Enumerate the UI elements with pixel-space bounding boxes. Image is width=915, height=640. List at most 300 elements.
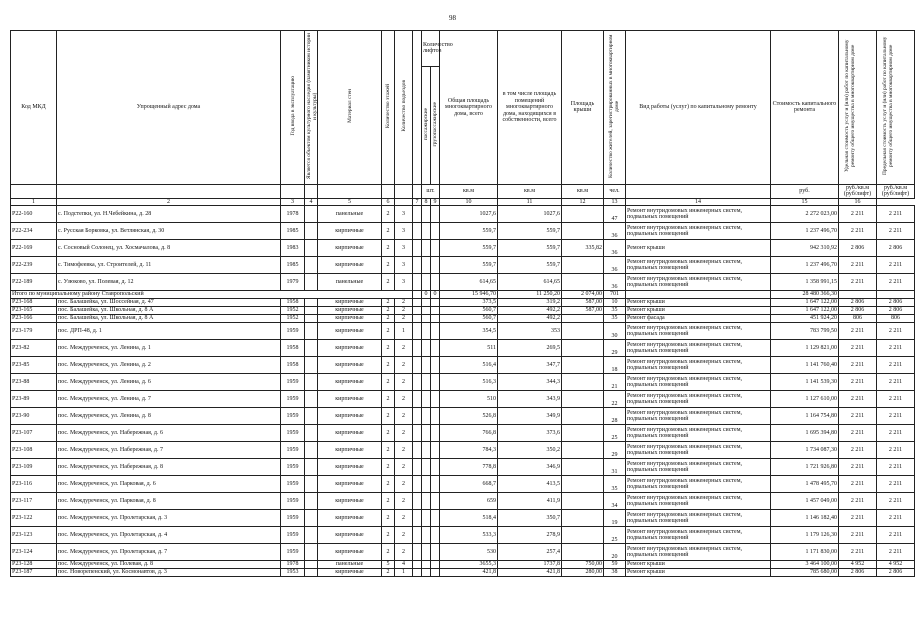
cell-heritage	[305, 569, 318, 577]
cell-entrances: 2	[395, 493, 413, 510]
cell-residents: 22	[604, 391, 626, 408]
cell-code: Р23-107	[11, 425, 57, 442]
cell-code: Р23-165	[11, 307, 57, 315]
cell-unit-cost: 2 806	[839, 307, 877, 315]
cell-walls: панельные	[318, 274, 382, 291]
cell-blank	[413, 323, 422, 340]
cell-heritage	[305, 223, 318, 240]
cell-total-area: 784,3	[440, 442, 498, 459]
total-row	[11, 291, 915, 299]
cell-owned-area: 350,7	[498, 510, 562, 527]
cell-walls: кирпичные	[318, 391, 382, 408]
cell-max-cost: 2 211	[877, 323, 915, 340]
cell-code: Р23-179	[11, 323, 57, 340]
cell-floors: 2	[382, 510, 395, 527]
cell-lifts-freight	[431, 274, 440, 291]
cell-roof-area	[562, 493, 604, 510]
cell-work-type: Ремонт внутридомовых инженерных систем, подвальных помещений	[626, 544, 771, 561]
cell-heritage	[305, 527, 318, 544]
cell-unit-cost: 2 211	[839, 442, 877, 459]
cell-lifts-passenger	[422, 240, 431, 257]
cell-owned-area: 350,2	[498, 442, 562, 459]
cell-year: 1959	[281, 493, 305, 510]
header-code: Код МКД	[11, 31, 57, 185]
column-number: 3	[281, 198, 305, 206]
cell-walls: кирпичные	[318, 240, 382, 257]
cell-lifts-freight	[431, 391, 440, 408]
cell-lifts-freight	[431, 374, 440, 391]
cell-cost: 1 721 926,80	[771, 459, 839, 476]
cell-roof-area	[562, 340, 604, 357]
cell-walls: кирпичные	[318, 510, 382, 527]
cell-total-area: 526,8	[440, 408, 498, 425]
unit-residents: чел.	[604, 184, 626, 198]
header-address: Упрощенный адрес дома	[57, 31, 281, 185]
cell-lifts-freight	[431, 357, 440, 374]
cell-code: Р23-88	[11, 374, 57, 391]
cell-cost: 1 647 122,00	[771, 307, 839, 315]
cell-entrances: 3	[395, 223, 413, 240]
cell-address: пос. Междуреченск, ул. Набережная, д. 7	[57, 442, 281, 459]
cell-total-area: 614,65	[440, 274, 498, 291]
cell-blank	[413, 493, 422, 510]
cell-lifts-passenger	[422, 357, 431, 374]
cell-lifts-passenger	[422, 206, 431, 223]
cell-blank	[413, 307, 422, 315]
table-row	[11, 476, 915, 493]
cell-entrances: 2	[395, 459, 413, 476]
header-residents: Количество жителей, зарегистрированных в многоквартирном доме	[607, 34, 620, 178]
cell-residents: 36	[604, 257, 626, 274]
cell-unit-cost: 806	[839, 315, 877, 323]
cell-total-area: 516,4	[440, 357, 498, 374]
cell-entrances: 2	[395, 374, 413, 391]
cell-lifts-passenger	[422, 408, 431, 425]
cell-max-cost: 2 211	[877, 493, 915, 510]
cell-max-cost: 2 211	[877, 442, 915, 459]
cell-lifts-passenger	[422, 374, 431, 391]
cell-residents: 10	[604, 299, 626, 307]
header-owned-area: в том числе площадь помещений многоквартирного дома, находящихся в собственности, всего	[498, 31, 562, 185]
cell-cost: 1 129 821,00	[771, 340, 839, 357]
cell-floors: 2	[382, 569, 395, 577]
cell-residents: 19	[604, 510, 626, 527]
cell-cost: 1 478 495,70	[771, 476, 839, 493]
cell-year: 1979	[281, 274, 305, 291]
table-row	[11, 340, 915, 357]
cell-owned-area: 492,2	[498, 307, 562, 315]
total-owned-area: 11 250,20	[498, 291, 562, 299]
cell-lifts-passenger	[422, 315, 431, 323]
cell-floors: 2	[382, 493, 395, 510]
cell-max-cost: 2 211	[877, 408, 915, 425]
unit-roof-area: кв.м	[562, 184, 604, 198]
cell-address: с. Подстепки, ул. Н.Чебейкина, д. 28	[57, 206, 281, 223]
cell-floors: 2	[382, 408, 395, 425]
cell-cost: 1 164 754,80	[771, 408, 839, 425]
cell-address: пос. Балашейка, ул. Шоссейная, д. 47	[57, 299, 281, 307]
cell-residents: 36	[604, 240, 626, 257]
cell-total-area: 659	[440, 493, 498, 510]
cell-max-cost: 2 211	[877, 206, 915, 223]
cell-roof-area: 587,00	[562, 299, 604, 307]
cell-lifts-freight	[431, 408, 440, 425]
cell-blank	[413, 340, 422, 357]
cell-roof-area	[562, 425, 604, 442]
cell-entrances: 3	[395, 240, 413, 257]
cell-roof-area	[562, 408, 604, 425]
cell-lifts-passenger	[422, 274, 431, 291]
cell-work-type: Ремонт внутридомовых инженерных систем, подвальных помещений	[626, 527, 771, 544]
cell-entrances: 2	[395, 315, 413, 323]
cell-total-area: 778,8	[440, 459, 498, 476]
cell-unit-cost: 2 211	[839, 391, 877, 408]
cell-lifts-freight	[431, 240, 440, 257]
cell-unit-cost: 2 806	[839, 240, 877, 257]
cell-owned-area: 492,2	[498, 315, 562, 323]
cell-blank	[413, 544, 422, 561]
cell-cost: 1 127 610,00	[771, 391, 839, 408]
cell-entrances: 4	[395, 561, 413, 569]
header-work-type: Вид работы (услуг) по капитальному ремонту	[626, 31, 771, 185]
cell-walls: кирпичные	[318, 299, 382, 307]
cell-walls: кирпичные	[318, 307, 382, 315]
table-row	[11, 315, 915, 323]
cell-max-cost: 2 211	[877, 357, 915, 374]
cell-owned-area: 257,4	[498, 544, 562, 561]
table-row	[11, 323, 915, 340]
cell-work-type: Ремонт внутридомовых инженерных систем, подвальных помещений	[626, 442, 771, 459]
cell-code: Р23-122	[11, 510, 57, 527]
cell-code: Р23-187	[11, 569, 57, 577]
table-row	[11, 569, 915, 577]
cell-walls: кирпичные	[318, 223, 382, 240]
cell-work-type: Ремонт крыши	[626, 307, 771, 315]
unit-unit-cost: руб./кв.м (руб/лифт)	[839, 184, 877, 198]
column-number: 14	[626, 198, 771, 206]
cell-roof-area	[562, 476, 604, 493]
header-roof-area: Площадь крыши	[562, 31, 604, 185]
cell-residents: 29	[604, 340, 626, 357]
cell-work-type: Ремонт внутридомовых инженерных систем, подвальных помещений	[626, 425, 771, 442]
cell-entrances: 2	[395, 299, 413, 307]
cell-year: 1959	[281, 442, 305, 459]
unit-max-cost: руб./кв.м (руб/лифт)	[877, 184, 915, 198]
cell-entrances: 3	[395, 257, 413, 274]
cell-code: Р23-109	[11, 459, 57, 476]
cell-year: 1952	[281, 307, 305, 315]
cell-lifts-freight	[431, 544, 440, 561]
cell-cost: 451 924,20	[771, 315, 839, 323]
cell-work-type: Ремонт внутридомовых инженерных систем, подвальных помещений	[626, 257, 771, 274]
cell-address: с. Тимофеевка, ул. Строителей, д. 11	[57, 257, 281, 274]
column-number: 13	[604, 198, 626, 206]
cell-entrances: 2	[395, 425, 413, 442]
cell-blank	[413, 425, 422, 442]
cell-work-type: Ремонт внутридомовых инженерных систем, подвальных помещений	[626, 340, 771, 357]
cell-roof-area	[562, 527, 604, 544]
cell-total-area: 3655,3	[440, 561, 498, 569]
cell-code: Р23-82	[11, 340, 57, 357]
header-walls: Материал стен	[346, 89, 353, 123]
cell-blank	[413, 357, 422, 374]
cell-total-area: 518,4	[440, 510, 498, 527]
cell-walls: кирпичные	[318, 357, 382, 374]
cell-owned-area: 1737,8	[498, 561, 562, 569]
cell-unit-cost: 2 806	[839, 299, 877, 307]
cell-max-cost: 2 211	[877, 527, 915, 544]
cell-cost: 1 457 049,00	[771, 493, 839, 510]
cell-heritage	[305, 391, 318, 408]
cell-entrances: 2	[395, 527, 413, 544]
cell-roof-area	[562, 544, 604, 561]
cell-address: пос. Междуреченск, ул. Ленина, д. 1	[57, 340, 281, 357]
cell-address: пос. Междуреченск, ул. Ленина, д. 6	[57, 374, 281, 391]
cell-owned-area: 614,65	[498, 274, 562, 291]
cell-blank	[413, 206, 422, 223]
cell-roof-area: 280,00	[562, 569, 604, 577]
table-row	[11, 240, 915, 257]
cell-roof-area	[562, 391, 604, 408]
cell-work-type: Ремонт внутридомовых инженерных систем, подвальных помещений	[626, 357, 771, 374]
cell-code: Р23-168	[11, 299, 57, 307]
cell-lifts-passenger	[422, 257, 431, 274]
cell-lifts-freight	[431, 442, 440, 459]
cell-lifts-freight	[431, 340, 440, 357]
cell-lifts-passenger	[422, 323, 431, 340]
cell-year: 1959	[281, 408, 305, 425]
cell-address: с. Узюково, ул. Полевая, д. 12	[57, 274, 281, 291]
cell-year: 1978	[281, 561, 305, 569]
cell-walls: кирпичные	[318, 544, 382, 561]
cell-year: 1953	[281, 569, 305, 577]
cell-lifts-passenger	[422, 299, 431, 307]
cell-total-area: 1027,6	[440, 206, 498, 223]
cell-heritage	[305, 299, 318, 307]
cell-year: 1959	[281, 323, 305, 340]
cell-owned-area: 278,9	[498, 527, 562, 544]
cell-max-cost: 2 211	[877, 257, 915, 274]
cell-blank	[413, 408, 422, 425]
cell-floors: 2	[382, 391, 395, 408]
table-row	[11, 459, 915, 476]
cell-lifts-passenger	[422, 459, 431, 476]
capital-repair-table	[10, 30, 915, 577]
cell-unit-cost: 2 211	[839, 257, 877, 274]
column-numbers-row	[11, 198, 915, 206]
cell-owned-area: 347,7	[498, 357, 562, 374]
column-number: 12	[562, 198, 604, 206]
cell-max-cost: 2 806	[877, 240, 915, 257]
cell-lifts-freight	[431, 493, 440, 510]
cell-lifts-freight	[431, 223, 440, 240]
table-row	[11, 510, 915, 527]
column-number	[395, 198, 413, 206]
cell-floors: 2	[382, 299, 395, 307]
column-number: 15	[771, 198, 839, 206]
table-row	[11, 425, 915, 442]
column-number: 5	[318, 198, 382, 206]
cell-code: Р22-160	[11, 206, 57, 223]
cell-unit-cost: 2 211	[839, 425, 877, 442]
cell-code: Р22-169	[11, 240, 57, 257]
cell-total-area: 373,5	[440, 299, 498, 307]
cell-code: Р22-234	[11, 223, 57, 240]
cell-owned-area: 1027,6	[498, 206, 562, 223]
table-row	[11, 299, 915, 307]
cell-cost: 1 141 539,30	[771, 374, 839, 391]
cell-floors: 2	[382, 357, 395, 374]
cell-residents: 35	[604, 476, 626, 493]
cell-heritage	[305, 240, 318, 257]
cell-residents: 29	[604, 442, 626, 459]
cell-residents: 25	[604, 425, 626, 442]
cell-work-type: Ремонт внутридомовых инженерных систем, подвальных помещений	[626, 274, 771, 291]
cell-max-cost: 2 211	[877, 223, 915, 240]
cell-work-type: Ремонт крыши	[626, 240, 771, 257]
cell-max-cost: 2 211	[877, 510, 915, 527]
cell-residents: 30	[604, 323, 626, 340]
cell-lifts-freight	[431, 257, 440, 274]
cell-lifts-passenger	[422, 307, 431, 315]
cell-max-cost: 2 211	[877, 274, 915, 291]
cell-code: Р22-189	[11, 274, 57, 291]
cell-entrances: 2	[395, 408, 413, 425]
cell-entrances: 3	[395, 274, 413, 291]
table-row	[11, 223, 915, 240]
cell-max-cost: 2 211	[877, 544, 915, 561]
cell-address: пос. Балашейка, ул. Школьная, д. 8 А	[57, 315, 281, 323]
cell-blank	[413, 391, 422, 408]
cell-roof-area	[562, 274, 604, 291]
cell-max-cost: 2 211	[877, 340, 915, 357]
cell-walls: кирпичные	[318, 493, 382, 510]
cell-lifts-freight	[431, 510, 440, 527]
cell-floors: 2	[382, 476, 395, 493]
cell-entrances: 2	[395, 544, 413, 561]
cell-unit-cost: 2 211	[839, 223, 877, 240]
cell-walls: кирпичные	[318, 442, 382, 459]
cell-walls: панельные	[318, 561, 382, 569]
cell-code: Р23-90	[11, 408, 57, 425]
column-number: 1	[11, 198, 57, 206]
cell-owned-area: 373,6	[498, 425, 562, 442]
cell-blank	[413, 274, 422, 291]
cell-max-cost: 806	[877, 315, 915, 323]
total-roof-area: 2 074,00	[562, 291, 604, 299]
cell-floors: 2	[382, 223, 395, 240]
cell-lifts-freight	[431, 476, 440, 493]
cell-lifts-freight	[431, 315, 440, 323]
cell-address: пос. Междуреченск, ул. Пролетарская, д. 4	[57, 527, 281, 544]
cell-year: 1959	[281, 476, 305, 493]
cell-address: пос. Междуреченск, ул. Набережная, д. 8	[57, 459, 281, 476]
cell-total-area: 421,8	[440, 569, 498, 577]
cell-cost: 1 358 991,15	[771, 274, 839, 291]
cell-unit-cost: 2 211	[839, 544, 877, 561]
cell-unit-cost: 2 806	[839, 569, 877, 577]
cell-floors: 2	[382, 425, 395, 442]
cell-total-area: 510	[440, 391, 498, 408]
cell-lifts-passenger	[422, 223, 431, 240]
cell-heritage	[305, 274, 318, 291]
header-lifts-freight: грузопассажирские	[432, 101, 438, 147]
cell-floors: 2	[382, 240, 395, 257]
cell-year: 1985	[281, 223, 305, 240]
cell-unit-cost: 2 211	[839, 493, 877, 510]
cell-max-cost: 2 806	[877, 299, 915, 307]
cell-cost: 1 647 122,00	[771, 299, 839, 307]
total-residents: 701	[604, 291, 626, 299]
cell-max-cost: 2 211	[877, 476, 915, 493]
cell-roof-area	[562, 257, 604, 274]
cell-owned-area: 421,8	[498, 569, 562, 577]
cell-lifts-passenger	[422, 340, 431, 357]
cell-cost: 785 680,00	[771, 569, 839, 577]
cell-total-area: 668,7	[440, 476, 498, 493]
cell-max-cost: 2 211	[877, 374, 915, 391]
cell-total-area: 559,7	[440, 257, 498, 274]
cell-unit-cost: 2 211	[839, 274, 877, 291]
table-row	[11, 357, 915, 374]
cell-walls: кирпичные	[318, 408, 382, 425]
cell-year: 1959	[281, 425, 305, 442]
cell-lifts-passenger	[422, 569, 431, 577]
cell-floors: 2	[382, 307, 395, 315]
cell-unit-cost: 2 211	[839, 527, 877, 544]
cell-work-type: Ремонт внутридомовых инженерных систем, подвальных помещений	[626, 374, 771, 391]
cell-total-area: 560,7	[440, 307, 498, 315]
cell-roof-area	[562, 315, 604, 323]
cell-work-type: Ремонт внутридомовых инженерных систем, подвальных помещений	[626, 391, 771, 408]
cell-blank	[413, 510, 422, 527]
table-header	[11, 31, 915, 206]
cell-roof-area	[562, 357, 604, 374]
total-lifts-passenger: 0	[422, 291, 431, 299]
cell-owned-area: 343,9	[498, 391, 562, 408]
cell-blank	[413, 223, 422, 240]
total-area: 15 946,70	[440, 291, 498, 299]
cell-floors: 5	[382, 561, 395, 569]
cell-lifts-passenger	[422, 544, 431, 561]
cell-heritage	[305, 315, 318, 323]
cell-residents: 36	[604, 274, 626, 291]
cell-work-type: Ремонт фасада	[626, 315, 771, 323]
cell-roof-area	[562, 459, 604, 476]
cell-address: пос. Междуреченск, ул. Ленина, д. 8	[57, 408, 281, 425]
cell-address: пос. Междуреченск, ул. Парковая, д. 6	[57, 476, 281, 493]
cell-roof-area	[562, 223, 604, 240]
column-number: 4	[305, 198, 318, 206]
cell-year: 1958	[281, 299, 305, 307]
header-lifts-passenger: пассажирские	[423, 107, 429, 140]
cell-heritage	[305, 357, 318, 374]
cell-lifts-freight	[431, 569, 440, 577]
cell-lifts-passenger	[422, 561, 431, 569]
cell-entrances: 2	[395, 510, 413, 527]
cell-floors: 2	[382, 340, 395, 357]
header-heritage: Является объектом культурного наследия (памятником истории и культуры)	[306, 33, 318, 179]
cell-walls: кирпичные	[318, 315, 382, 323]
column-number: 6	[382, 198, 395, 206]
cell-year: 1959	[281, 527, 305, 544]
cell-floors: 2	[382, 257, 395, 274]
cell-owned-area: 353	[498, 323, 562, 340]
cell-address: пос. ДРП-48, д. 1	[57, 323, 281, 340]
cell-residents: 31	[604, 459, 626, 476]
cell-unit-cost: 2 211	[839, 340, 877, 357]
cell-address: пос. Междуреченск, ул. Ленина, д. 7	[57, 391, 281, 408]
